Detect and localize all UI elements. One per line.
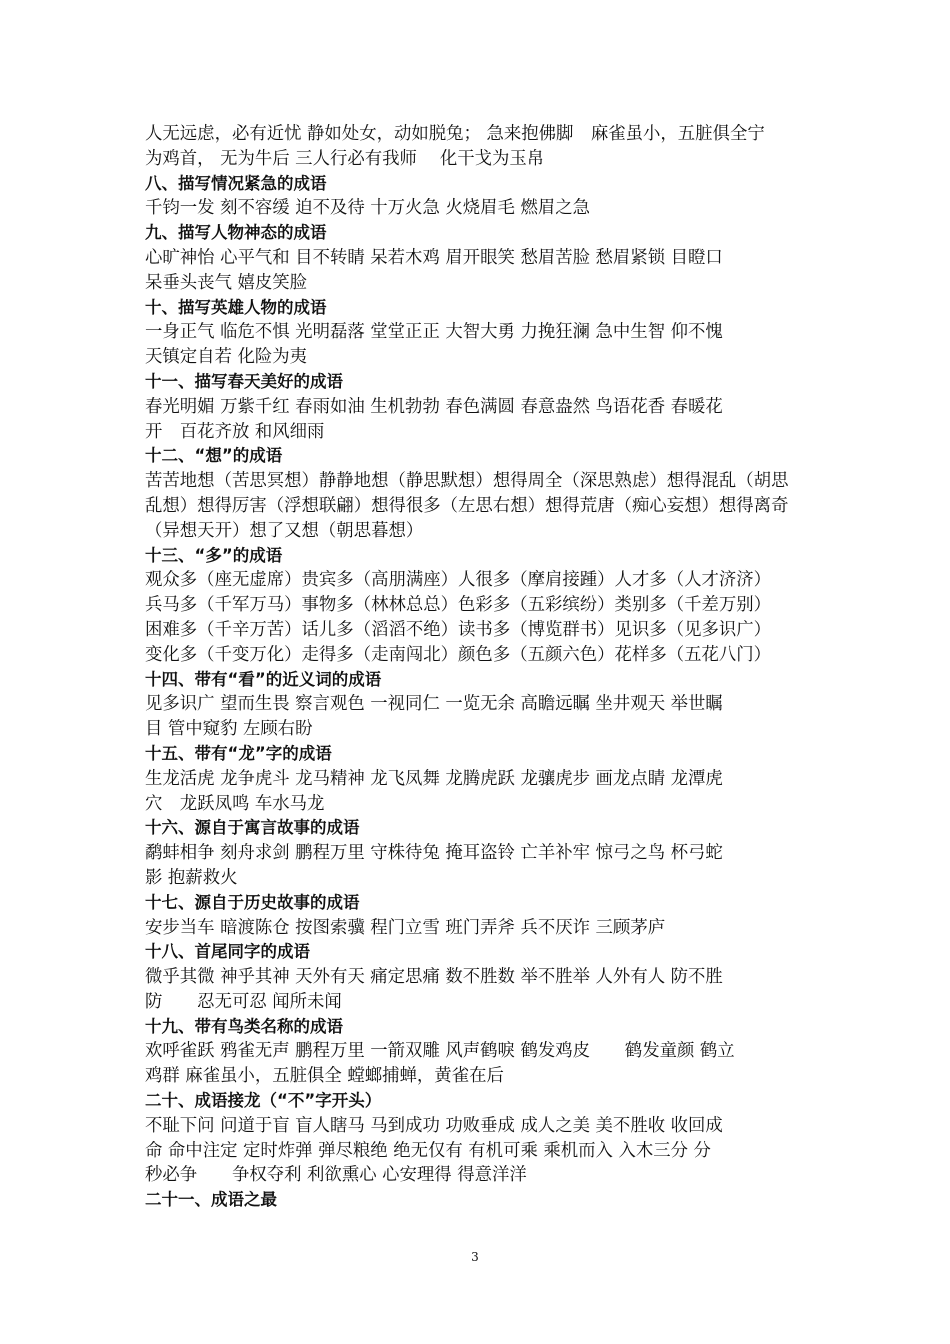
text-line: 观众多（座无虚席）贵宾多（高朋满座）人很多（摩肩接踵）人才多（人才济济）	[145, 570, 772, 591]
text-line: 防 忍无可忍 闻所未闻	[145, 991, 342, 1012]
text-line: （异想天开）想了又想（朝思暮想）	[145, 520, 424, 541]
text-line: 欢呼雀跃 鸦雀无声 鹏程万里 一箭双雕 风声鹤唳 鹤发鸡皮 鹤发童颜 鹤立	[145, 1041, 735, 1062]
section-heading: 十、描写英雄人物的成语	[145, 297, 327, 317]
text-line: 心旷神怡 心平气和 目不转睛 呆若木鸡 眉开眼笑 愁眉苦脸 愁眉紧锁 目瞪口	[145, 247, 723, 268]
section-heading: 十七、源自于历史故事的成语	[145, 892, 360, 912]
text-line: 苦苦地想（苦思冥想）静静地想（静思默想）想得周全（深思熟虑）想得混乱（胡思	[145, 471, 789, 492]
document-body	[145, 122, 817, 1213]
text-line: 秒必争 争权夺利 利欲熏心 心安理得 得意洋洋	[145, 1165, 527, 1186]
section-heading: 十二、“想”的成语	[145, 446, 283, 466]
text-line: 开 百花齐放 和风细雨	[145, 421, 325, 442]
text-line: 命 命中注定 定时炸弹 弹尽粮绝 绝无仅有 有机可乘 乘机而入 入木三分 分	[145, 1140, 711, 1161]
text-line: 生龙活虎 龙争虎斗 龙马精神 龙飞凤舞 龙腾虎跃 龙骧虎步 画龙点睛 龙潭虎	[145, 768, 723, 789]
section-heading: 九、描写人物神态的成语	[145, 223, 327, 243]
text-line: 千钧一发 刻不容缓 迫不及待 十万火急 火烧眉毛 燃眉之急	[145, 198, 591, 219]
text-line: 穴 龙跃凤鸣 车水马龙	[145, 793, 325, 814]
section-heading: 十九、带有鸟类名称的成语	[145, 1016, 343, 1036]
text-line: 人无远虑，必有近忧 静如处女，动如脱兔； 急来抱佛脚 麻雀虽小，五脏俱全宁	[145, 124, 765, 144]
section-heading: 二十一、成语之最	[145, 1190, 277, 1210]
text-line: 目 管中窥豹 左顾右盼	[145, 719, 313, 740]
text-line: 鸡群 麻雀虽小，五脏俱全 螳螂捕蝉，黄雀在后	[145, 1066, 504, 1087]
text-line: 不耻下问 问道于盲 盲人瞎马 马到成功 功败垂成 成人之美 美不胜收 收回成	[145, 1115, 723, 1136]
text-line: 春光明媚 万紫千红 春雨如油 生机勃勃 春色满圆 春意盎然 鸟语花香 春暖花	[145, 396, 723, 417]
section-heading: 十四、带有“看”的近义词的成语	[145, 669, 382, 689]
section-heading: 十一、描写春天美好的成语	[145, 371, 343, 391]
text-line: 一身正气 临危不惧 光明磊落 堂堂正正 大智大勇 力挽狂澜 急中生智 仰不愧	[145, 322, 723, 343]
text-line: 兵马多（千军万马）事物多（林林总总）色彩多（五彩缤纷）类别多（千差万别）	[145, 595, 772, 616]
text-line: 变化多（千变万化）走得多（走南闯北）颜色多（五颜六色）花样多（五花八门）	[145, 644, 772, 665]
text-line: 鹬蚌相争 刻舟求剑 鹏程万里 守株待兔 掩耳盗铃 亡羊补牢 惊弓之鸟 杯弓蛇	[145, 843, 723, 864]
section-heading: 十八、首尾同字的成语	[145, 942, 310, 962]
text-line: 天镇定自若 化险为夷	[145, 347, 308, 368]
page-number: 3	[471, 1250, 479, 1264]
text-line: 见多识广 望而生畏 察言观色 一视同仁 一览无余 高瞻远瞩 坐井观天 举世瞩	[145, 694, 723, 715]
text-line: 为鸡首， 无为牛后 三人行必有我师 化干戈为玉帛	[145, 148, 545, 169]
text-line: 困难多（千辛万苦）话儿多（滔滔不绝）读书多（博览群书）见识多（见多识广）	[145, 619, 772, 640]
text-line: 影 抱薪救火	[145, 867, 238, 888]
section-heading: 十三、“多”的成语	[145, 545, 283, 565]
section-heading: 十五、带有“龙”字的成语	[145, 743, 332, 763]
section-heading: 八、描写情况紧急的成语	[145, 173, 327, 193]
text-line: 乱想）想得厉害（浮想联翩）想得很多（左思右想）想得荒唐（痴心妄想）想得离奇	[145, 495, 789, 516]
section-heading: 十六、源自于寓言故事的成语	[145, 818, 360, 838]
text-line: 安步当车 暗渡陈仓 按图索骥 程门立雪 班门弄斧 兵不厌诈 三顾茅庐	[145, 917, 666, 938]
text-line: 微乎其微 神乎其神 天外有天 痛定思痛 数不胜数 举不胜举 人外有人 防不胜	[145, 967, 723, 988]
text-line: 呆垂头丧气 嬉皮笑脸	[145, 272, 308, 293]
section-heading: 二十、成语接龙（“不”字开头）	[145, 1091, 382, 1111]
